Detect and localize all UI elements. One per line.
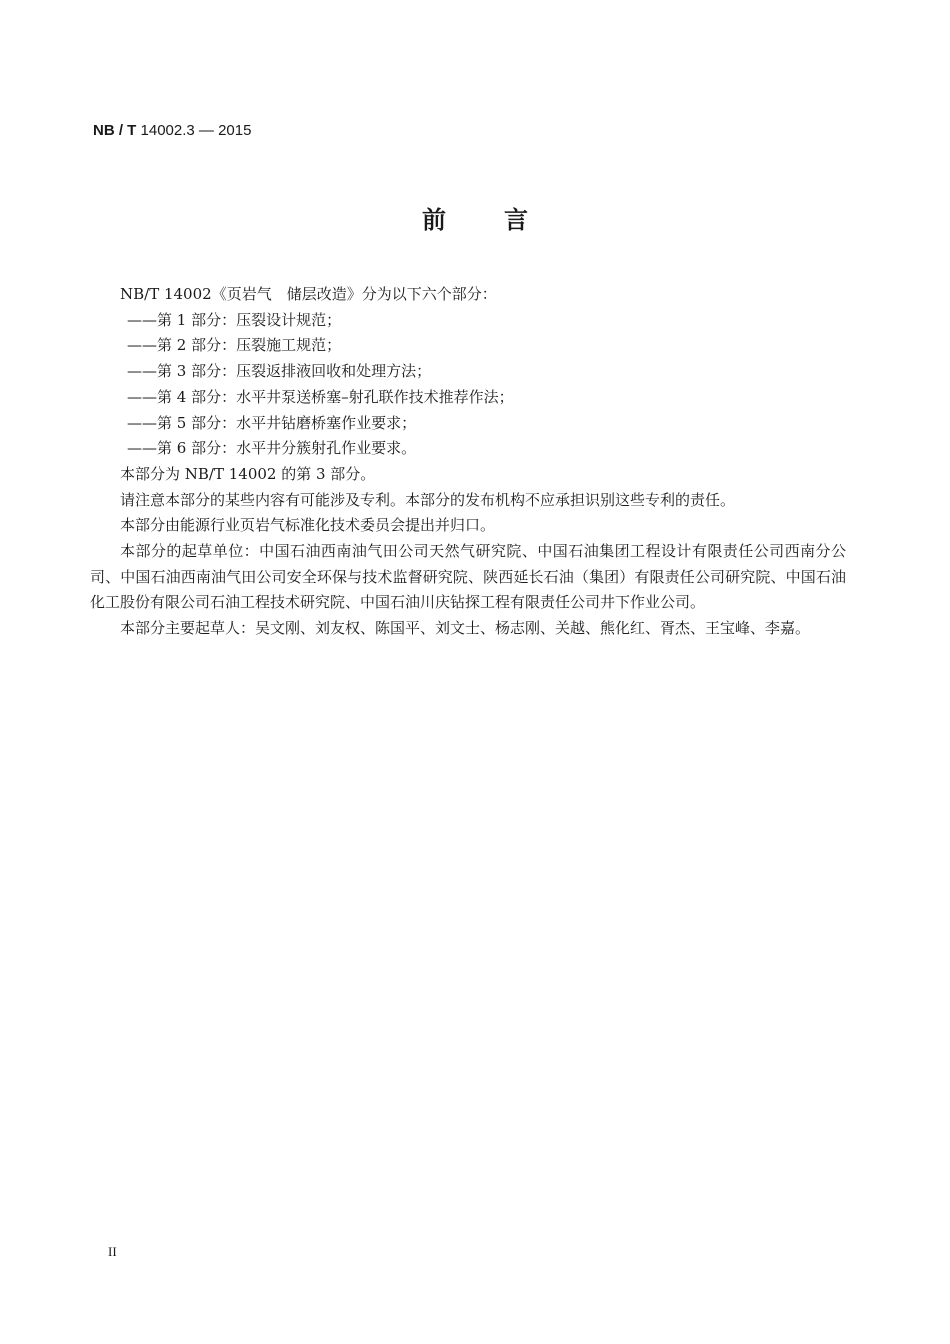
foreword-body xyxy=(90,282,846,642)
standard-code-prefix: NB / T xyxy=(93,122,137,139)
committee-statement: 本部分由能源行业页岩气标准化技术委员会提出并归口。 xyxy=(120,516,496,535)
drafters: 本部分主要起草人：吴文刚、刘友权、陈国平、刘文士、杨志刚、关越、熊化红、胥杰、王宝峰、李嘉。 xyxy=(120,619,811,638)
drafting-units: 本部分的起草单位：中国石油西南油气田公司天然气研究院、中国石油集团工程设计有限责任公司西南分公司、中国石油西南油气田公司安全环保与技术监督研究院、陕西延长石油（集团）有限责任公司研究院、中国石油化工股份有限公司石油工程技术研究院、中国石油川庆钻探工程有限责任公司井下作业公司。 xyxy=(90,542,846,612)
patent-notice: 请注意本部分的某些内容有可能涉及专利。本部分的发布机构不应承担识别这些专利的责任。 xyxy=(120,490,736,509)
standard-code-number: 14002.3 — 2015 xyxy=(136,122,252,139)
part-item-6: ——第 6 部分：水平井分簇射孔作业要求。 xyxy=(127,439,417,458)
part-item-5: ——第 5 部分：水平井钻磨桥塞作业要求； xyxy=(127,413,417,432)
page-title: 前言 xyxy=(422,206,586,234)
part-item-4: ——第 4 部分：水平井泵送桥塞–射孔联作技术推荐作法； xyxy=(127,387,514,406)
part-item-1: ——第 1 部分：压裂设计规范； xyxy=(127,310,342,329)
part-statement: 本部分为 NB/T 14002 的第 3 部分。 xyxy=(120,464,376,483)
part-item-2: ——第 2 部分：压裂施工规范； xyxy=(127,336,342,355)
intro-paragraph: NB/T 14002《页岩气 储层改造》分为以下六个部分： xyxy=(120,285,497,303)
page-number: II xyxy=(108,1244,117,1259)
part-item-3: ——第 3 部分：压裂返排液回收和处理方法； xyxy=(127,362,432,381)
document-header xyxy=(93,122,251,139)
